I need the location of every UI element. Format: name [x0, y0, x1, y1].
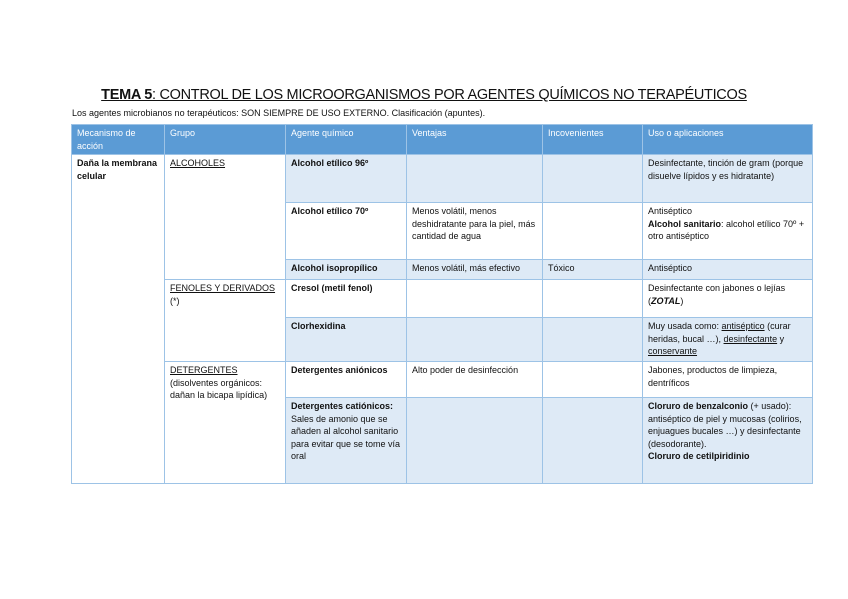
uso-cell — [643, 398, 813, 484]
group-cell — [165, 362, 286, 484]
group-note: (disolventes orgánicos: dañan la bicapa lipídica) — [170, 377, 268, 400]
uso-text: (+ usado): antiséptico de piel y mucosas (colirios, enjuagues bucales …) y desinfectante (desodorante). — [648, 401, 802, 449]
uso-text: Antiséptico — [648, 206, 693, 216]
agent-cell: Alcohol etílico 70º — [286, 203, 407, 260]
ventajas-cell — [407, 398, 543, 484]
table-row — [72, 280, 813, 318]
classification-table — [71, 124, 813, 484]
inconvenientes-cell — [543, 280, 643, 318]
header-cell: Grupo — [165, 125, 286, 155]
mechanism-cell: Daña la membrana celular — [72, 155, 165, 484]
agent-cell: Detergentes aniónicos — [286, 362, 407, 398]
title-tema: TEMA 5 — [101, 87, 152, 103]
header-row — [72, 125, 813, 155]
uso-text: Desinfectante con jabones o lejías ( — [648, 283, 786, 306]
agent-cell: Alcohol isopropílico — [286, 260, 407, 280]
title-text: : CONTROL DE LOS MICROORGANISMOS POR AGENTES QUÍMICOS NO TERAPÉUTICOS — [152, 87, 747, 103]
uso-underlined: desinfectante — [723, 333, 778, 344]
uso-text: ) — [680, 295, 684, 306]
header-cell: Uso o aplicaciones — [643, 125, 813, 155]
uso-text: Muy usada como: — [648, 321, 722, 331]
ventajas-cell: Alto poder de desinfección — [407, 362, 543, 398]
table-row — [72, 362, 813, 398]
page-title — [0, 86, 848, 104]
table-row — [72, 155, 813, 203]
inconvenientes-cell — [543, 362, 643, 398]
uso-bold: Cloruro de benzalconio — [648, 401, 749, 411]
uso-text: y — [777, 333, 785, 344]
uso-underlined: conservante — [648, 346, 698, 356]
agent-cell: Cresol (metil fenol) — [286, 280, 407, 318]
group-note: (*) — [170, 295, 180, 306]
agent-cell: Clorhexidina — [286, 318, 407, 362]
agent-bold: Detergentes catiónicos: — [291, 401, 394, 411]
ventajas-cell — [407, 280, 543, 318]
agent-text: Sales de amonio que se añaden al alcohol sanitario para evitar que se tome vía oral — [291, 413, 401, 461]
uso-cell — [643, 318, 813, 362]
uso-text: (curar heridas, bucal …), — [648, 321, 791, 344]
inconvenientes-cell — [543, 318, 643, 362]
uso-bold: Alcohol sanitario — [648, 218, 722, 229]
inconvenientes-cell — [543, 203, 643, 260]
inconvenientes-cell — [543, 155, 643, 203]
uso-text: : alcohol etílico 70º + otro antiséptico — [648, 218, 805, 241]
uso-underlined: antiséptico — [721, 321, 765, 331]
uso-italic: ZOTAL — [651, 295, 681, 306]
ventajas-cell: Menos volátil, más efectivo — [407, 260, 543, 280]
inconvenientes-cell — [543, 398, 643, 484]
header-cell: Agente químico — [286, 125, 407, 155]
group-label: FENOLES Y DERIVADOS — [170, 283, 276, 293]
uso-bold: Cloruro de cetilpiridinio — [648, 451, 750, 461]
agent-cell — [286, 398, 407, 484]
agent-cell: Alcohol etílico 96º — [286, 155, 407, 203]
uso-cell: Desinfectante, tinción de gram (porque disuelve lípidos y es hidratante) — [643, 155, 813, 203]
uso-cell — [643, 280, 813, 318]
header-cell: Mecanismo de acción — [72, 125, 165, 155]
uso-cell — [643, 203, 813, 260]
ventajas-cell: Menos volátil, menos deshidratante para la piel, más cantidad de agua — [407, 203, 543, 260]
header-cell: Incovenientes — [543, 125, 643, 155]
header-cell: Ventajas — [407, 125, 543, 155]
group-label: ALCOHOLES — [170, 158, 226, 168]
subtitle: Los agentes microbianos no terapéuticos: SON SIEMPRE DE USO EXTERNO. Clasificación (apuntes). — [72, 108, 486, 118]
group-cell — [165, 155, 286, 280]
ventajas-cell — [407, 318, 543, 362]
uso-cell: Antiséptico — [643, 260, 813, 280]
ventajas-cell — [407, 155, 543, 203]
group-label: DETERGENTES — [170, 365, 238, 375]
group-cell — [165, 280, 286, 362]
uso-cell: Jabones, productos de limpieza, dentríficos — [643, 362, 813, 398]
inconvenientes-cell: Tóxico — [543, 260, 643, 280]
